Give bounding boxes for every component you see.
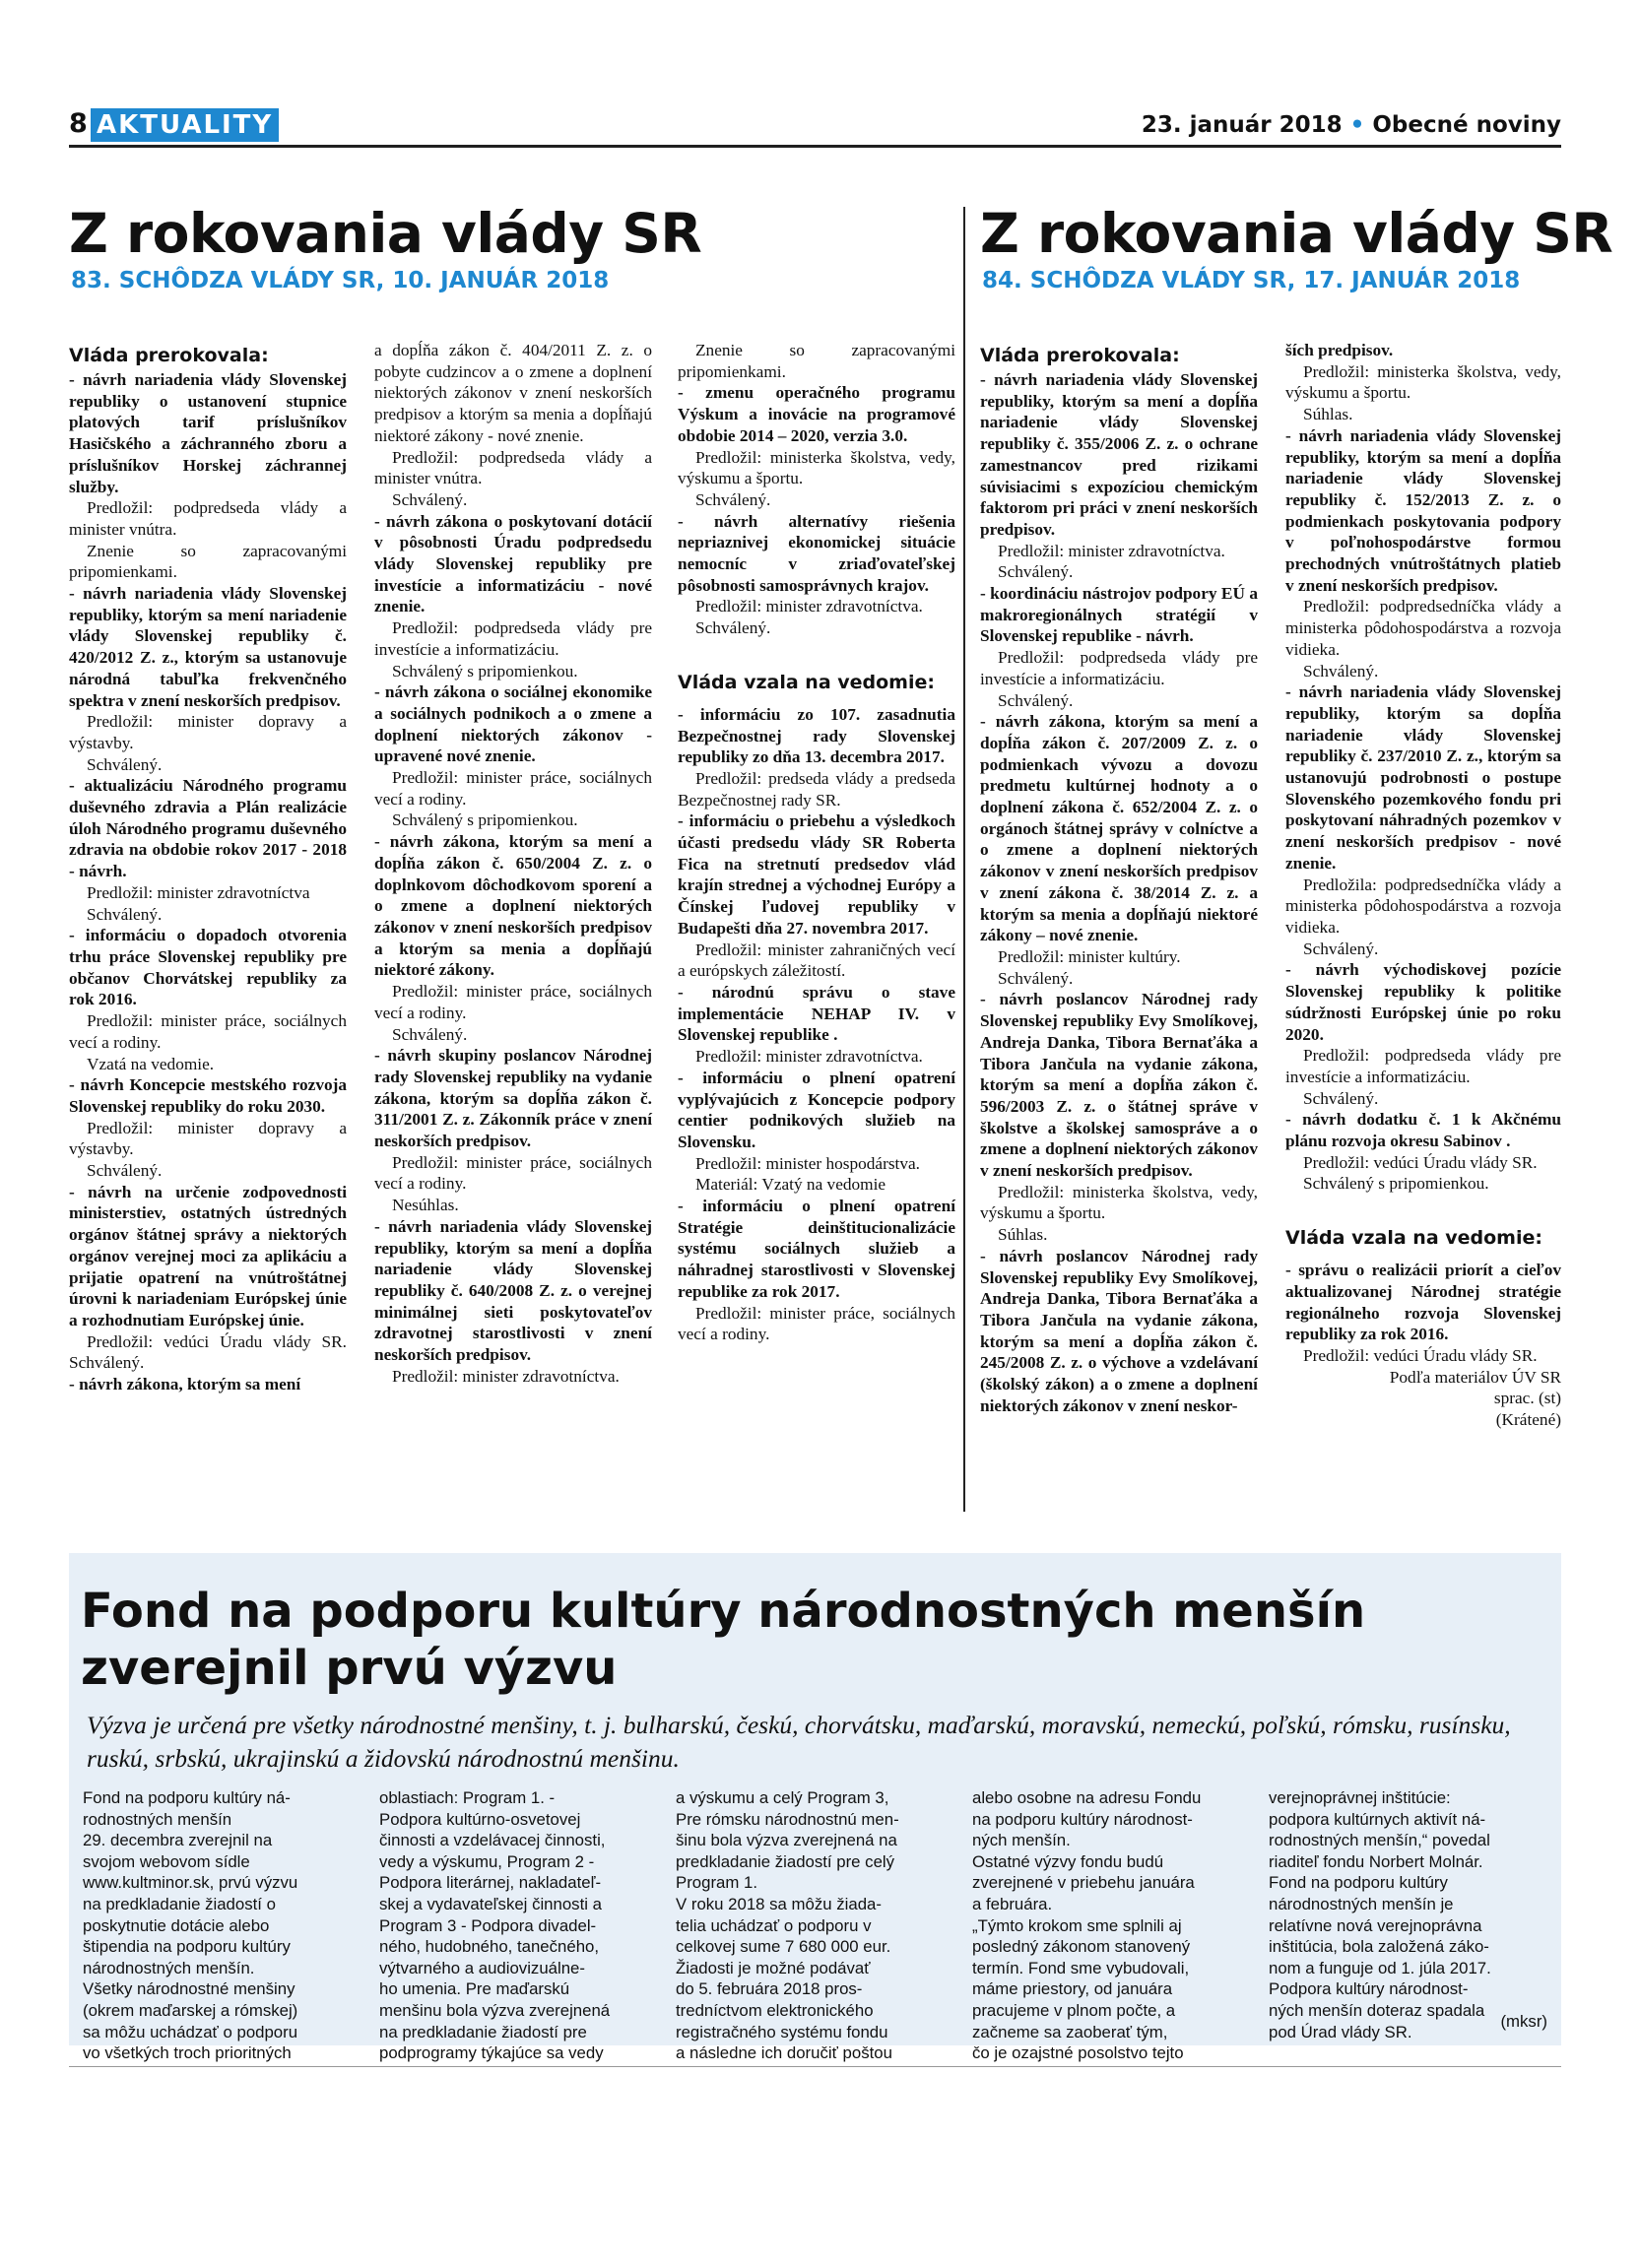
bottom-rule — [69, 2066, 1561, 2067]
right-column-2 — [1285, 340, 1561, 1431]
item-note: Predložil: minister zdravotníctva. — [998, 541, 1225, 560]
text-line: sa môžu uchádzať o podporu — [83, 2022, 298, 2041]
credit-line: Podľa materiálov ÚV SR — [1389, 1367, 1561, 1387]
text-line: celkovej sume 7 680 000 eur. — [676, 1937, 891, 1957]
text-line: termín. Fond sme vybudovali, — [972, 1958, 1190, 1977]
item-note: Predložil: podpredseda vlády a minister vnútra. — [374, 447, 652, 488]
text-line: V roku 2018 sa môžu žiada- — [676, 1894, 882, 1913]
item-note: Schválený. — [1303, 939, 1379, 958]
agenda-item: - informáciu zo 107. zasadnutia Bezpečnostnej rady Slovenskej republiky zo dňa 13. decembra 2017. — [678, 704, 955, 767]
fund-news-title: Fond na podporu kultúry národnostných menšín zverejnil prvú výzvu — [81, 1584, 1366, 1696]
agenda-item: - aktualizáciu Národného programu duševného zdravia a Plán realizácie úloh Národného programu duševného zdravia na obdobie rokov 2017 - 2018 - návrh. — [69, 776, 347, 881]
text-paragraph: a dopĺňa zákon č. 404/2011 Z. z. o pobyte cudzincov a o zmene a doplnení niektorých zákonov v znení neskorších predpisov a ktorým sa menia a dopĺňajú niektoré zákony - nové znenie. — [374, 341, 652, 445]
item-note: Schválený s pripomienkou. — [392, 810, 578, 830]
right-article-subtitle: 84. SCHÔDZA VLÁDY SR, 17. JANUÁR 2018 — [982, 268, 1521, 293]
text-line: (okrem maďarskej a rómskej) — [83, 2000, 298, 2020]
item-note: Predložil: podpredseda vlády pre investície a informatizáciu. — [980, 648, 1258, 688]
agenda-item: - informáciu o priebehu a výsledkoch účasti predsedu vlády SR Roberta Fica na stretnutí predsedov vlád krajín strednej a východnej Európy a Čínskej ľudovej republiky v Budapešti dňa 27. novembra 2017. — [678, 811, 955, 938]
item-note: Predložil: minister zahraničných vecí a európskych záležitostí. — [678, 940, 955, 981]
item-note: Schválený. — [1303, 1088, 1379, 1108]
item-note: Predložil: podpredseda vlády pre investície a informatizáciu. — [374, 618, 652, 659]
item-note: Schválený. — [998, 690, 1074, 710]
left-article-title: Z rokovania vlády SR — [69, 202, 702, 265]
item-note: Predložil: vedúci Úradu vlády SR. — [1303, 1152, 1538, 1172]
item-note: Schválený. — [392, 1024, 468, 1044]
agenda-item: - návrh Koncepcie mestského rozvoja Slovenskej republiky do roku 2030. — [69, 1075, 347, 1116]
text-line: menšinu bola výzva zverejnená — [379, 2000, 611, 2020]
text-line: „Týmto krokom sme splnili aj — [972, 1915, 1182, 1935]
agenda-item: - informáciu o dopadoch otvorenia trhu práce Slovenskej republiky pre občanov Chorvátskej republiky za rok 2016. — [69, 926, 347, 1009]
text-line: podprogramy týkajúce sa vedy — [379, 2043, 604, 2063]
text-line: svojom webovom sídle — [83, 1851, 250, 1871]
fund-news-column-4 — [972, 1787, 1253, 2064]
text-line: podpora kultúrnych aktivít ná- — [1269, 1809, 1486, 1829]
text-line: ného, hudobného, tanečného, — [379, 1937, 600, 1957]
agenda-item: - návrh zákona o poskytovaní dotácií v pôsobnosti Úradu podpredsedu vlády Slovenskej republiky pre investície a informatizáciu - nové znenie. — [374, 511, 652, 616]
text-line: zverejnené v priebehu januára — [972, 1873, 1195, 1893]
item-note: Predložil: ministerka školstva, vedy, výskumu a športu. — [678, 447, 955, 488]
text-line: ných menšín. — [972, 1831, 1071, 1850]
column-divider — [963, 207, 965, 1512]
agenda-item: - návrh nariadenia vlády Slovenskej republiky, ktorým sa mení a dopĺňa nariadenie vlády Slovenskej republiky č. 355/2006 Z. z. o ochrane zamestnancov pred rizikami súvisiacimi s expozíciou chemickým faktorom pri práci v znení neskorších predpisov. — [980, 370, 1258, 539]
agenda-item: - informáciu o plnení opatrení vyplývajúcich z Koncepcie podpory centier podnikových služieb na Slovensku. — [678, 1068, 955, 1151]
agenda-item: - návrh dodatku č. 1 k Akčnému plánu rozvoja okresu Sabinov . — [1285, 1110, 1561, 1151]
text-line: oblastiach: Program 1. - — [379, 1788, 556, 1807]
item-note: Predložil: minister práce, sociálnych vecí a rodiny. — [678, 1303, 955, 1344]
text-line: inštitúcia, bola založená záko- — [1269, 1937, 1489, 1957]
agenda-item: - návrh nariadenia vlády Slovenskej republiky, ktorým sa mení nariadenie vlády Slovenskej republiky č. 420/2012 Z. z., ktorým sa ustanovuje národná tabuľka frekvenčného spektra v znení neskorších predpisov. — [69, 584, 347, 710]
issue-info — [1142, 112, 1561, 138]
section-heading: Vláda prerokovala: — [69, 345, 269, 366]
left-column-1 — [69, 340, 347, 1395]
agenda-item: - návrh nariadenia vlády Slovenskej republiky, ktorým sa mení a dopĺňa nariadenie vlády Slovenskej republiky č. 152/2013 Z. z. o podmienkach poskytovania podpory v poľnohospodárstve formou prechodných vnútroštátnych platieb v znení neskorších predpisov. — [1285, 425, 1561, 595]
issue-date: 23. január 2018 — [1141, 112, 1343, 138]
item-note: Predložil: ministerka školstva, vedy, výskumu a športu. — [980, 1182, 1258, 1223]
agenda-item: ších predpisov. — [1285, 341, 1394, 359]
item-note: Predložil: vedúci Úradu vlády SR. Schválený. — [69, 1331, 347, 1373]
agenda-item: - návrh zákona, ktorým sa mení a dopĺňa zákon č. 207/2009 Z. z. o podmienkach vývozu a dovozu predmetu kultúrnej hodnoty a o doplnení zákona č. 652/2004 Z. z. o orgánoch štátnej správy v colníctve a o zmene a doplnení niektorých zákonov v znení neskorších predpisov v znení zákona č. 38/2014 Z. z. a ktorým sa menia a dopĺňajú niektoré zákony – nové znenie. — [980, 712, 1258, 945]
text-line: Podpora literárnej, nakladateľ- — [379, 1873, 602, 1893]
agenda-item: - návrh nariadenia vlády Slovenskej republiky, ktorým sa dopĺňa nariadenie vlády Slovenskej republiky č. 237/2010 Z. z., ktorým sa ustanovujú podrobnosti o postupe Slovenského pozemkového fondu pri poskytovaní náhradných pozemkov v znení neskorších predpisov - nové znenie. — [1285, 682, 1561, 873]
section-heading: Vláda prerokovala: — [980, 345, 1180, 366]
text-line: Fond na podporu kultúry — [1269, 1873, 1448, 1893]
text-line: činnosti a vzdelávacej činnosti, — [379, 1831, 606, 1850]
text-line: a následne ich doručiť poštou — [676, 2043, 892, 2063]
text-line: predkladanie žiadostí pre celý — [676, 1851, 895, 1871]
bullet-icon: • — [1349, 112, 1365, 138]
item-note: Predložil: podpredseda vlády pre investície a informatizáciu. — [1285, 1046, 1561, 1086]
item-note: Súhlas. — [1303, 405, 1353, 424]
agenda-item: - návrh nariadenia vlády Slovenskej republiky o ustanovení stupnice platových tarif príslušníkov Hasičského a záchranného zboru a príslušníkov Horskej záchrannej služby. — [69, 370, 347, 496]
fund-news-signature: (mksr) — [1500, 2012, 1547, 2031]
text-line: národnostných menšín. — [83, 1958, 255, 1977]
text-line: Program 3 - Podpora divadel- — [379, 1915, 597, 1935]
item-note: Predložil: ministerka školstva, vedy, výskumu a športu. — [1285, 361, 1561, 403]
publication-name: Obecné noviny — [1372, 112, 1561, 138]
right-column-1 — [980, 340, 1258, 1416]
text-line: Fond na podporu kultúry ná- — [83, 1788, 291, 1807]
agenda-item: - koordináciu nástrojov podpory EÚ a makroregionálnych stratégií v Slovenskej republike - návrh. — [980, 584, 1258, 646]
section-heading: Vláda vzala na vedomie: — [678, 671, 935, 693]
item-note: Schválený. — [87, 754, 163, 774]
text-line: ho umenia. Pre maďarskú — [379, 1979, 570, 1999]
item-note: Schválený. — [695, 618, 771, 638]
item-note: Predložil: minister zdravotníctva. — [392, 1366, 620, 1386]
text-line: registračného systému fondu — [676, 2022, 888, 2041]
text-line: Ostatné výzvy fondu budú — [972, 1851, 1164, 1871]
agenda-item: - návrh na určenie zodpovednosti ministerstiev, ostatných ústredných orgánov štátnej správy a niektorých orgánov verejnej moci za aplikáciu a prijatie opatrení na vnútroštátnej úrovni k nariadeniam Európskej únie a rozhodnutiam Európskej únie. — [69, 1182, 347, 1329]
page-header — [69, 108, 1561, 148]
section-label: AKTUALITY — [91, 108, 279, 142]
item-note: Znenie so zapracovanými pripomienkami. — [678, 341, 955, 381]
fund-news-column-5 — [1269, 1787, 1549, 2042]
agenda-item: - správu o realizácii priorít a cieľov aktualizovanej Národnej stratégie regionálneho rozvoja Slovenskej republiky za rok 2016. — [1285, 1261, 1561, 1344]
item-note: Predložil: podpredseda vlády a minister vnútra. — [69, 498, 347, 539]
text-line: telia uchádzať o podporu v — [676, 1915, 872, 1935]
fund-news-box — [69, 1553, 1561, 2063]
item-note: Predložil: minister zdravotníctva. — [695, 1047, 923, 1067]
text-line: rodnostných menšín — [83, 1809, 232, 1829]
text-line: čo je ozajstné posolstvo tejto — [972, 2043, 1184, 2063]
text-line: a výskumu a celý Program 3, — [676, 1788, 889, 1807]
text-line: na predkladanie žiadostí pre — [379, 2022, 587, 2041]
text-line: Program 1. — [676, 1873, 758, 1893]
text-line: pracujeme v plnom počte, a — [972, 2000, 1176, 2020]
fund-news-column-2 — [379, 1787, 660, 2064]
text-line: 29. decembra zverejnil na — [83, 1831, 273, 1850]
agenda-item: - zmenu operačného programu Výskum a inovácie na programové obdobie 2014 – 2020, verzia 3.0. — [678, 383, 955, 445]
section-heading: Vláda vzala na vedomie: — [1285, 1227, 1542, 1250]
text-line: rodnostných menšín,“ povedal — [1269, 1831, 1490, 1850]
credit-line: (Krátené) — [1495, 1410, 1561, 1430]
text-line: na podporu kultúry národnost- — [972, 1809, 1193, 1829]
agenda-item: - informáciu o plnení opatrení Stratégie deinštitucionalizácie systému sociálnych služieb a náhradnej starostlivosti v Slovenskej republike za rok 2017. — [678, 1197, 955, 1301]
item-note: Schválený s pripomienkou. — [392, 661, 578, 680]
item-note: Schválený. — [392, 489, 468, 509]
item-note: Predložil: minister dopravy a výstavby. — [69, 1118, 347, 1159]
left-column-2 — [374, 340, 652, 1387]
text-line: štipendia na podporu kultúry — [83, 1937, 291, 1957]
text-line: národnostných menšín je — [1269, 1894, 1454, 1913]
text-line: verejnoprávnej inštitúcie: — [1269, 1788, 1451, 1807]
item-note: Schválený s pripomienkou. — [1303, 1174, 1489, 1194]
item-note: Predložil: predseda vlády a predseda Bezpečnostnej rady SR. — [678, 768, 955, 810]
item-note: Schválený. — [998, 562, 1074, 582]
left-article-subtitle: 83. SCHÔDZA VLÁDY SR, 10. JANUÁR 2018 — [71, 268, 610, 293]
item-note: Vzatá na vedomie. — [87, 1054, 215, 1073]
text-line: vedy a výskumu, Program 2 - — [379, 1851, 595, 1871]
item-note: Predložil: minister dopravy a výstavby. — [69, 712, 347, 752]
text-line: pod Úrad vlády SR. — [1269, 2022, 1412, 2041]
item-note: Predložil: podpredsedníčka vlády a ministerka pôdohospodárstva a rozvoja vidieka. — [1285, 597, 1561, 659]
text-line: skej a vydavateľskej činnosti a — [379, 1894, 602, 1913]
text-line: Podpora kultúrno-osvetovej — [379, 1809, 581, 1829]
item-note: Materiál: Vzatý na vedomie — [695, 1175, 886, 1195]
text-line: ných menšín doteraz spadala — [1269, 2000, 1485, 2020]
item-note: Predložila: podpredsedníčka vlády a ministerka pôdohospodárstva a rozvoja vidieka. — [1285, 875, 1561, 937]
agenda-item: - návrh alternatívy riešenia nepriaznivej ekonomickej situácie nemocníc v zriaďovateľskej pôsobnosti samosprávnych krajov. — [678, 511, 955, 595]
item-note: Schválený. — [87, 904, 163, 924]
agenda-item: - návrh zákona o sociálnej ekonomike a sociálnych podnikoch a o zmene a doplnení niektorých zákonov - upravené nové znenie. — [374, 682, 652, 766]
text-line: vo všetkých troch prioritných — [83, 2043, 292, 2063]
item-note: Predložil: minister zdravotníctva. — [695, 597, 923, 616]
credit-line: sprac. (st) — [1493, 1389, 1561, 1408]
text-line: Žiadosti je možné podávať — [676, 1958, 871, 1977]
item-note: Predložil: minister práce, sociálnych vecí a rodiny. — [374, 982, 652, 1022]
item-note: Schválený. — [998, 968, 1074, 988]
page-number: 8 — [69, 108, 88, 139]
fund-news-column-1 — [83, 1787, 363, 2064]
fund-news-column-3 — [676, 1787, 956, 2064]
item-note: Predložil: minister práce, sociálnych vecí a rodiny. — [374, 1152, 652, 1194]
text-line: poskytnutie dotácie alebo — [83, 1915, 270, 1935]
item-note: Nesúhlas. — [392, 1196, 459, 1215]
text-line: šinu bola výzva zverejnená na — [676, 1831, 897, 1850]
text-line: alebo osobne na adresu Fondu — [972, 1788, 1202, 1807]
item-note: Predložil: minister práce, sociálnych vecí a rodiny. — [69, 1011, 347, 1052]
agenda-item: - návrh skupiny poslancov Národnej rady Slovenskej republiky na vydanie zákona, ktorým sa dopĺňa zákon č. 311/2001 Z. z. Zákonník práce v znení neskorších predpisov. — [374, 1046, 652, 1151]
item-note: Predložil: minister práce, sociálnych vecí a rodiny. — [374, 768, 652, 809]
item-note: Predložil: minister kultúry. — [998, 946, 1181, 966]
agenda-item: - návrh zákona, ktorým sa mení a dopĺňa zákon č. 650/2004 Z. z. o doplnkovom dôchodkovom sporení a o zmene a doplnení niektorých zákonov v znení neskorších predpisov a ktorým sa menia a dopĺňajú niektoré zákony. — [374, 832, 652, 980]
text-line: do 5. februára 2018 pros- — [676, 1979, 863, 1999]
fund-news-lead: Výzva je určená pre všetky národnostné menšiny, t. j. bulharskú, českú, chorvátsku, maďarskú, moravskú, nemeckú, poľskú, rómsku, rusínsku, ruskú, srbskú, ukrajinskú a židovskú národnostnú menšinu. — [87, 1711, 1511, 1773]
text-line: Všetky národnostné menšiny — [83, 1979, 295, 1999]
item-note: Súhlas. — [998, 1225, 1048, 1245]
text-line: Podpora kultúry národnost- — [1269, 1979, 1469, 1999]
text-line: a februára. — [972, 1894, 1053, 1913]
item-note: Znenie so zapracovanými pripomienkami. — [69, 541, 347, 582]
text-line: Pre rómsku národnostnú men- — [676, 1809, 899, 1829]
text-line: začneme sa zaoberať tým, — [972, 2022, 1168, 2041]
left-column-3 — [678, 340, 955, 1345]
text-line: máme priestory, od januára — [972, 1979, 1173, 1999]
item-note: Schválený. — [695, 489, 771, 509]
item-note: Schválený. — [87, 1161, 163, 1181]
agenda-item: - návrh zákona, ktorým sa mení — [69, 1375, 301, 1394]
item-note: Schválený. — [1303, 661, 1379, 680]
text-line: tredníctvom elektronického — [676, 2000, 874, 2020]
right-article-title: Z rokovania vlády SR — [980, 202, 1613, 265]
agenda-item: - návrh východiskovej pozície Slovenskej republiky k politike súdržnosti Európskej únie po roku 2020. — [1285, 960, 1561, 1044]
agenda-item: - národnú správu o stave implementácie NEHAP IV. v Slovenskej republike . — [678, 982, 955, 1045]
item-note: Predložil: vedúci Úradu vlády SR. — [1303, 1345, 1538, 1365]
text-line: www.kultminor.sk, prvú výzvu — [83, 1873, 298, 1893]
agenda-item: - návrh poslancov Národnej rady Slovenskej republiky Evy Smolíkovej, Andreja Danka, Tibora Bernaťáka a Tibora Jančula na vydanie zákona, ktorým sa mení a dopĺňa zákon č. 596/2003 Z. z. o štátnej správe v školstve a školskej samospráve a o zmene a doplnení niektorých zákonov v znení neskorších predpisov. — [980, 990, 1258, 1181]
text-line: na predkladanie žiadostí o — [83, 1894, 276, 1913]
text-line: riaditeľ fondu Norbert Molnár. — [1269, 1851, 1483, 1871]
text-line: relatívne nová verejnoprávna — [1269, 1915, 1482, 1935]
item-note: Predložil: minister hospodárstva. — [695, 1153, 920, 1173]
text-line: výtvarného a audiovizuálne- — [379, 1958, 585, 1977]
agenda-item: - návrh nariadenia vlády Slovenskej republiky, ktorým sa mení a dopĺňa nariadenie vlády Slovenskej republiky č. 640/2008 Z. z. o verejnej minimálnej sieti poskytovateľov zdravotnej starostlivosti v znení neskorších predpisov. — [374, 1216, 652, 1365]
text-line: posledný zákonom stanovený — [972, 1937, 1191, 1957]
item-note: Predložil: minister zdravotníctva — [87, 882, 310, 902]
agenda-item: - návrh poslancov Národnej rady Slovenskej republiky Evy Smolíkovej, Andreja Danka, Tibora Bernaťáka a Tibora Jančula na vydanie zákona, ktorým sa mení a dopĺňa zákon č. 245/2008 Z. z. o výchove a vzdelávaní (školský zákon) a o zmene a doplnení niektorých zákonov v znení neskor- — [980, 1246, 1258, 1415]
text-line: nom a funguje od 1. júla 2017. — [1269, 1958, 1491, 1977]
